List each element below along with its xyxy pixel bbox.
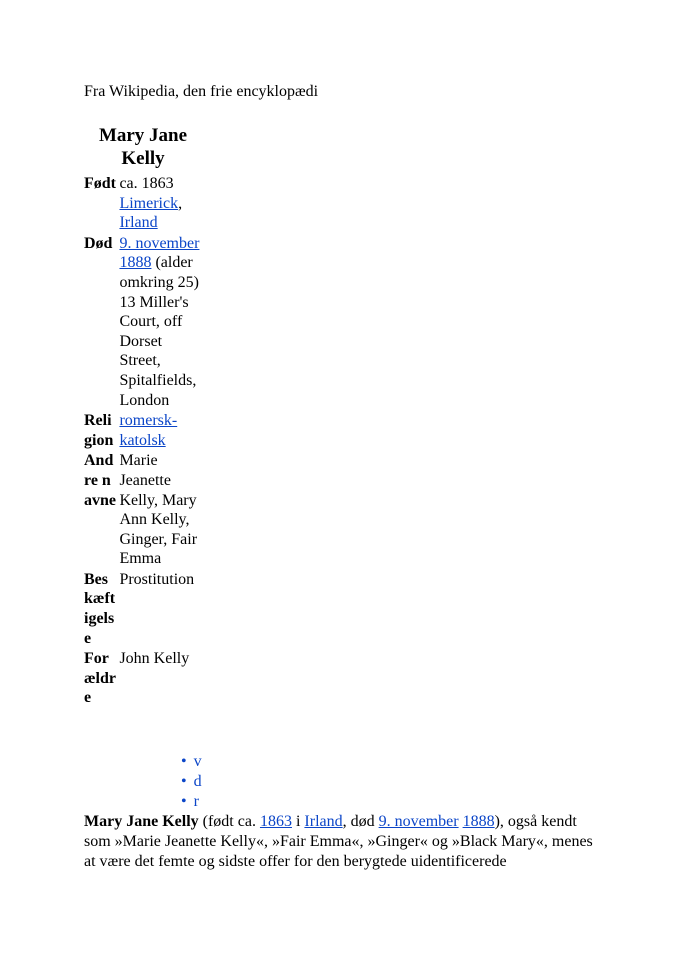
- born-place-link[interactable]: Limerick: [119, 194, 179, 212]
- occupation-label: Beskæftigelse: [84, 570, 116, 647]
- infobox-row-died: [84, 234, 204, 410]
- lead-text-2: i: [291, 813, 305, 830]
- lead-date-link[interactable]: 9. november: [378, 813, 459, 830]
- occupation-value: Prostitution: [119, 570, 195, 588]
- lead-text-3: , død: [342, 813, 379, 830]
- infobox: [84, 124, 204, 709]
- born-date: ca. 1863: [119, 175, 174, 192]
- infobox-row-born: [84, 174, 204, 233]
- born-value: [119, 174, 204, 233]
- religion-link[interactable]: romersk-katolsk: [119, 412, 178, 449]
- infobox-row-parents: [84, 649, 204, 708]
- infobox-title: Mary Jane Kelly: [98, 125, 188, 169]
- died-value: [119, 234, 204, 410]
- lead-deathyear-link[interactable]: 1888: [462, 813, 495, 830]
- template-link-edit[interactable]: • r: [181, 792, 202, 812]
- infobox-row-religion: [84, 411, 204, 450]
- born-label: Født: [84, 175, 116, 192]
- template-links: [181, 752, 202, 812]
- died-label: Død: [84, 234, 113, 252]
- died-date-link[interactable]: 9. november 1888: [119, 234, 200, 272]
- template-link-discuss[interactable]: • d: [181, 772, 202, 792]
- religion-label: Religion: [84, 412, 114, 449]
- aliases-label: Andre navne: [84, 452, 116, 509]
- lead-text-5: ), også kendt som »Marie Jeanette Kelly«, »Fair Emma«, »Ginger« og »Black Mary«, menes at være det femte og sidste offer for den berygtede uidentificerede: [84, 813, 593, 870]
- died-details: (alder omkring 25) 13 Miller's Court, off Dorset Street, Spitalfields, London: [119, 254, 199, 409]
- template-link-view[interactable]: • v: [181, 752, 202, 772]
- lead-country-link[interactable]: Irland: [304, 813, 343, 830]
- born-country-link[interactable]: Irland: [119, 214, 158, 232]
- religion-value: [119, 411, 204, 450]
- born-place-separator: ,: [178, 194, 183, 212]
- parents-label: Forældre: [84, 650, 116, 707]
- aliases-value: Marie Jeanette Kelly, Mary Ann Kelly, Ginger, Fair Emma: [119, 452, 198, 568]
- site-tagline: Fra Wikipedia, den frie encyklopædi: [84, 83, 319, 100]
- infobox-row-aliases: [84, 451, 204, 569]
- lead-subject-name: Mary Jane Kelly: [84, 813, 199, 830]
- lead-year-link[interactable]: 1863: [259, 813, 292, 830]
- infobox-row-occupation: [84, 570, 204, 648]
- lead-text-1: (født ca.: [198, 813, 260, 830]
- parents-value: John Kelly: [119, 650, 190, 668]
- lead-paragraph: [84, 812, 604, 872]
